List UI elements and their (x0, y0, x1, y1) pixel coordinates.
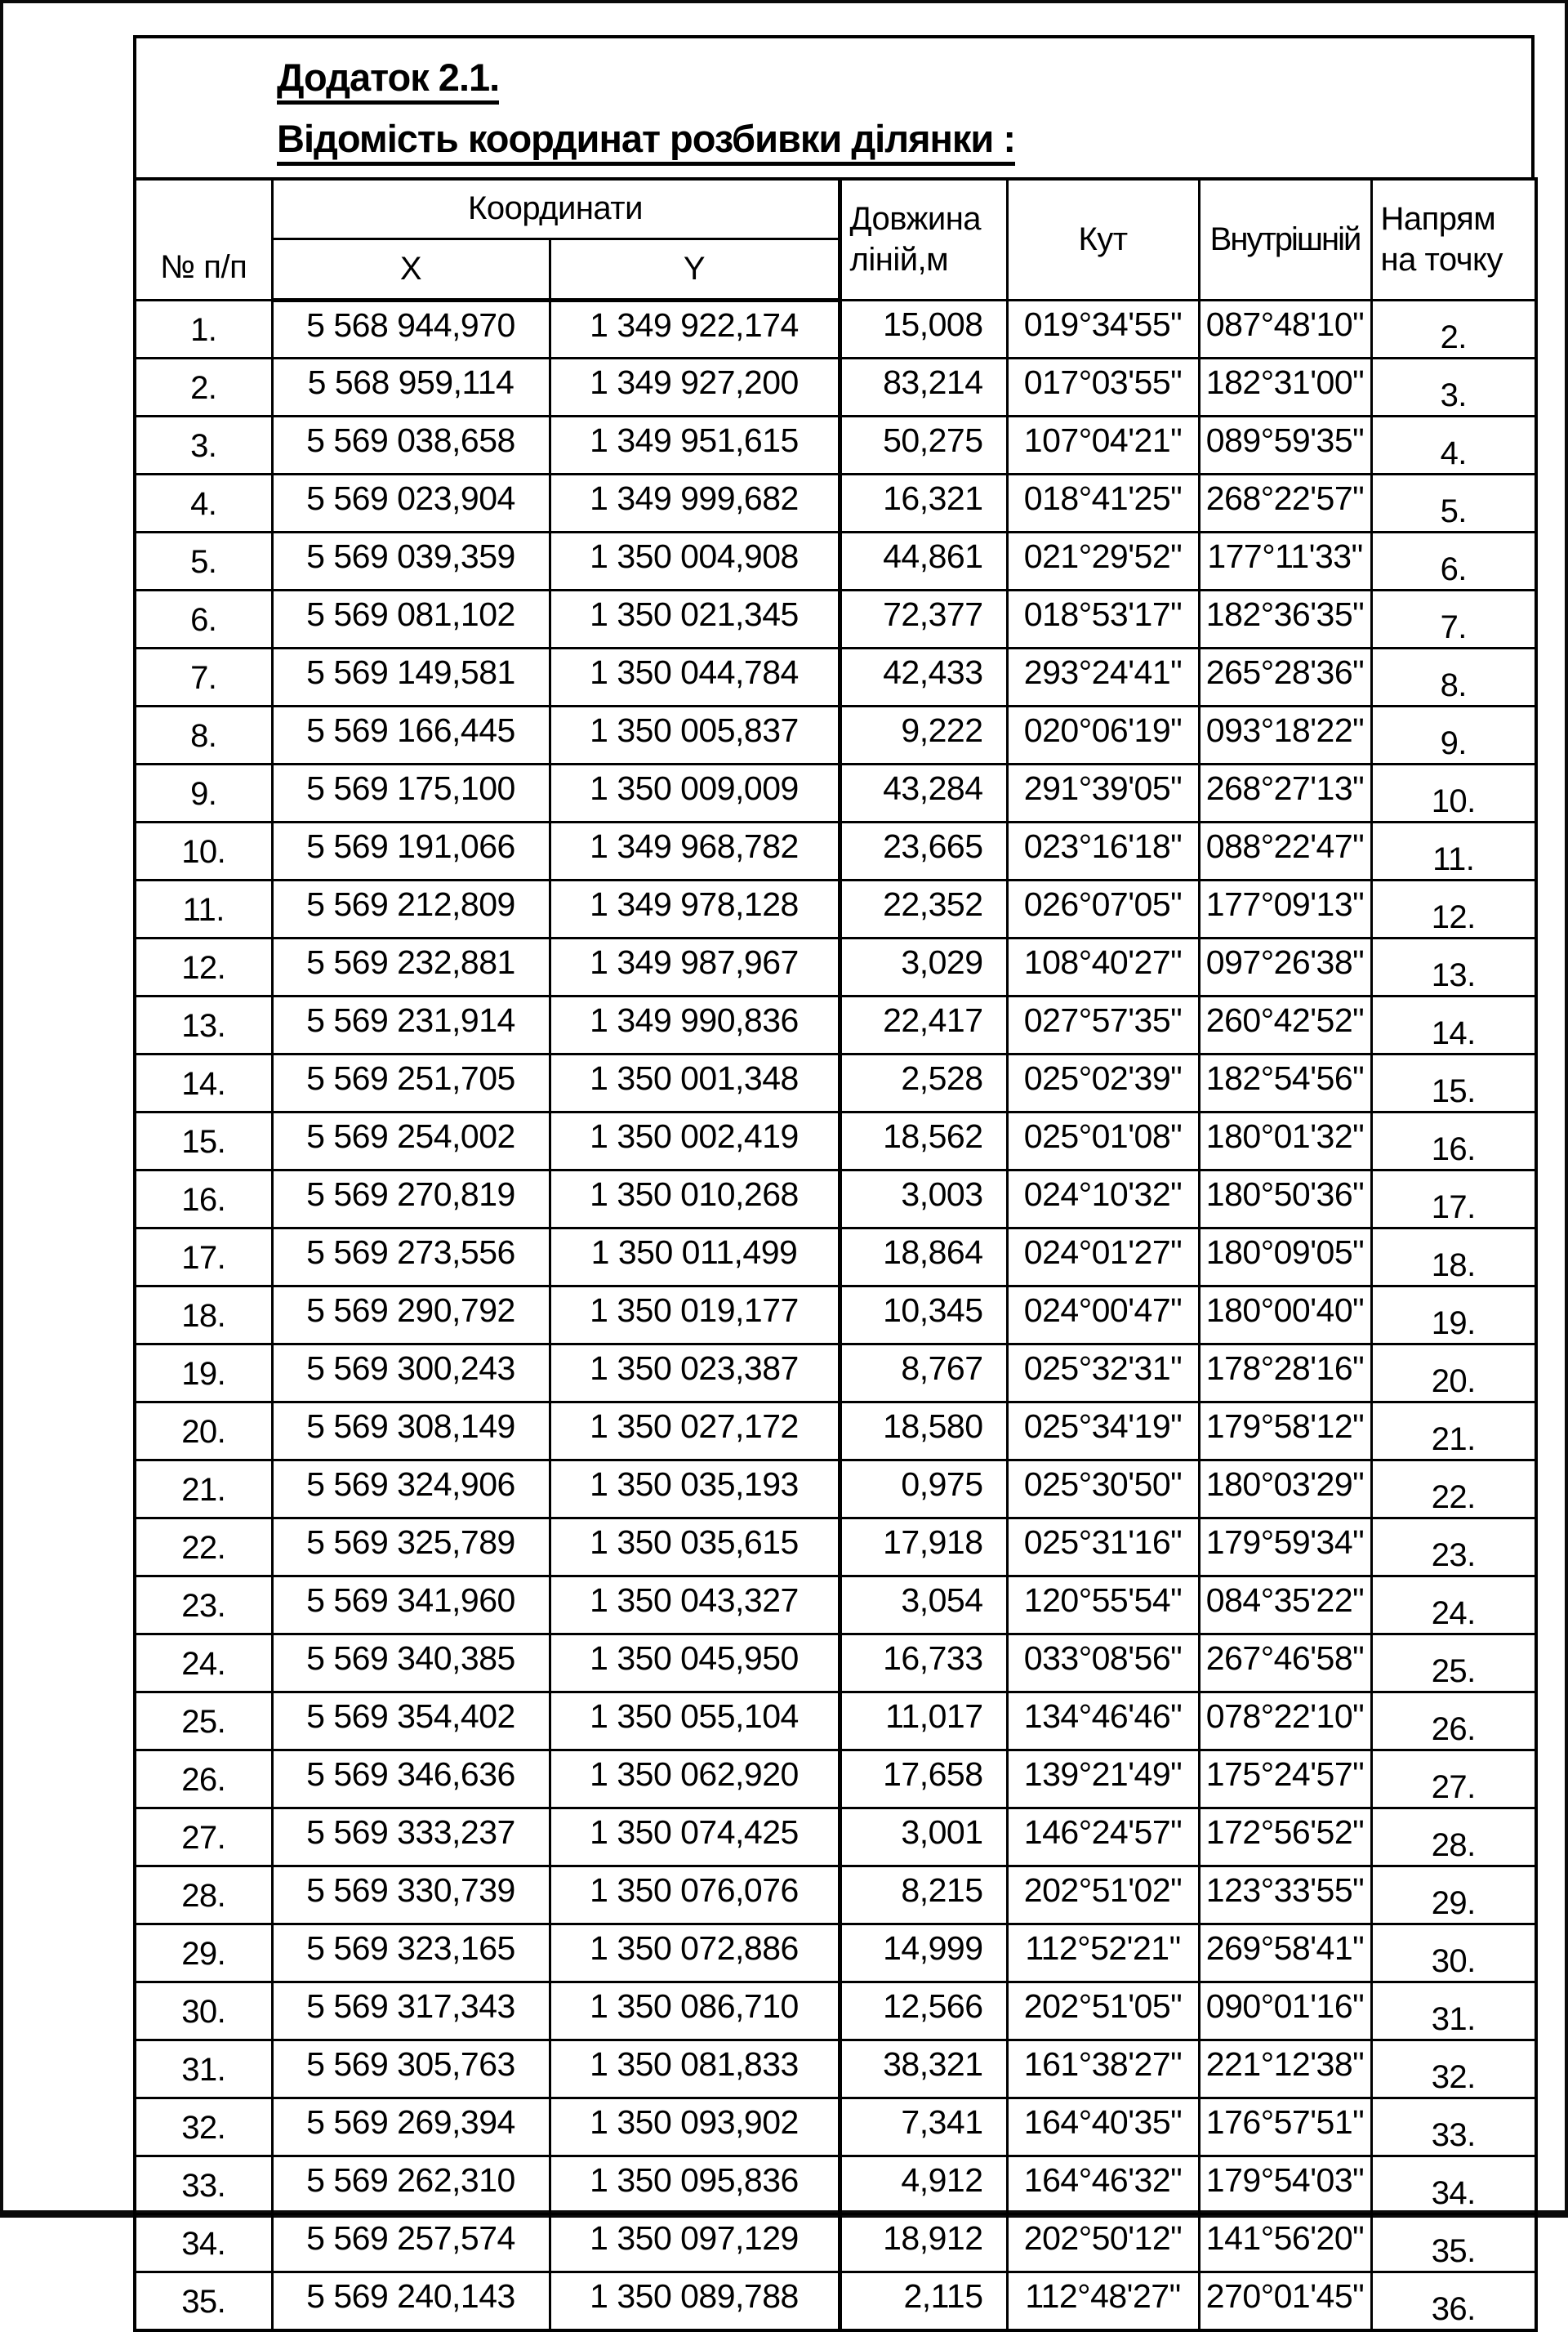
cell-len: 9,222 (840, 706, 1007, 764)
cell-internal: 182°54'56" (1199, 1054, 1371, 1112)
cell-internal: 180°50'36" (1199, 1170, 1371, 1228)
cell-n: 23. (135, 1576, 272, 1634)
cell-len: 18,912 (840, 2214, 1007, 2272)
cell-n: 16. (135, 1170, 272, 1228)
cell-y: 1 349 968,782 (550, 822, 840, 880)
cell-angle: 202°51'05" (1007, 1982, 1199, 2040)
cell-len: 12,566 (840, 1982, 1007, 2040)
cell-dir: 15. (1371, 1054, 1536, 1112)
cell-dir: 9. (1371, 706, 1536, 764)
cell-dir: 6. (1371, 532, 1536, 590)
appendix-title: Додаток 2.1. (277, 58, 1531, 105)
cell-dir: 13. (1371, 938, 1536, 996)
cell-len: 17,918 (840, 1518, 1007, 1576)
table-row (135, 764, 1536, 822)
cell-x: 5 569 340,385 (272, 1634, 550, 1692)
cell-x: 5 569 175,100 (272, 764, 550, 822)
cell-x: 5 569 305,763 (272, 2040, 550, 2098)
cell-len: 11,017 (840, 1692, 1007, 1750)
cell-n: 15. (135, 1112, 272, 1170)
table-row (135, 1402, 1536, 1460)
cell-angle: 023°16'18" (1007, 822, 1199, 880)
cell-len: 18,580 (840, 1402, 1007, 1460)
cell-x: 5 569 251,705 (272, 1054, 550, 1112)
cell-n: 11. (135, 880, 272, 938)
cell-angle: 134°46'46" (1007, 1692, 1199, 1750)
cell-dir: 35. (1371, 2214, 1536, 2272)
cell-angle: 202°51'02" (1007, 1866, 1199, 1924)
cell-y: 1 350 027,172 (550, 1402, 840, 1460)
cell-n: 31. (135, 2040, 272, 2098)
table-row (135, 2040, 1536, 2098)
table-row (135, 1286, 1536, 1344)
table-row (135, 2156, 1536, 2214)
table-row (135, 474, 1536, 532)
cell-angle: 107°04'21" (1007, 416, 1199, 474)
cell-angle: 017°03'55" (1007, 358, 1199, 416)
table-row (135, 1228, 1536, 1286)
table-row (135, 1518, 1536, 1576)
cell-angle: 202°50'12" (1007, 2214, 1199, 2272)
table-row (135, 358, 1536, 416)
cell-internal: 267°46'58" (1199, 1634, 1371, 1692)
cell-y: 1 350 076,076 (550, 1866, 840, 1924)
table-row (135, 300, 1536, 358)
cell-len: 16,733 (840, 1634, 1007, 1692)
cell-len: 18,562 (840, 1112, 1007, 1170)
cell-n: 32. (135, 2098, 272, 2156)
cell-y: 1 349 927,200 (550, 358, 840, 416)
cell-angle: 120°55'54" (1007, 1576, 1199, 1634)
table-row (135, 1344, 1536, 1402)
cell-x: 5 569 308,149 (272, 1402, 550, 1460)
cell-internal: 180°00'40" (1199, 1286, 1371, 1344)
cell-n: 10. (135, 822, 272, 880)
cell-internal: 268°22'57" (1199, 474, 1371, 532)
table-row (135, 996, 1536, 1054)
cell-len: 44,861 (840, 532, 1007, 590)
cell-internal: 179°54'03" (1199, 2156, 1371, 2214)
cell-angle: 033°08'56" (1007, 1634, 1199, 1692)
cell-n: 22. (135, 1518, 272, 1576)
table-row (135, 590, 1536, 648)
cell-x: 5 569 273,556 (272, 1228, 550, 1286)
cell-x: 5 569 232,881 (272, 938, 550, 996)
cell-internal: 269°58'41" (1199, 1924, 1371, 1982)
cell-len: 8,767 (840, 1344, 1007, 1402)
table-row (135, 1866, 1536, 1924)
cell-dir: 30. (1371, 1924, 1536, 1982)
cell-y: 1 349 951,615 (550, 416, 840, 474)
cell-dir: 22. (1371, 1460, 1536, 1518)
cell-n: 25. (135, 1692, 272, 1750)
cell-len: 38,321 (840, 2040, 1007, 2098)
cell-dir: 29. (1371, 1866, 1536, 1924)
cell-len: 18,864 (840, 1228, 1007, 1286)
cell-x: 5 569 038,658 (272, 416, 550, 474)
cell-x: 5 569 257,574 (272, 2214, 550, 2272)
cell-internal: 221°12'38" (1199, 2040, 1371, 2098)
table-row (135, 1750, 1536, 1808)
cell-internal: 123°33'55" (1199, 1866, 1371, 1924)
cell-y: 1 350 035,615 (550, 1518, 840, 1576)
cell-n: 6. (135, 590, 272, 648)
cell-y: 1 349 978,128 (550, 880, 840, 938)
cell-x: 5 569 191,066 (272, 822, 550, 880)
cell-x: 5 568 959,114 (272, 358, 550, 416)
cell-y: 1 350 045,950 (550, 1634, 840, 1692)
cell-internal: 089°59'35" (1199, 416, 1371, 474)
cell-y: 1 350 089,788 (550, 2272, 840, 2330)
cell-dir: 19. (1371, 1286, 1536, 1344)
cell-angle: 020°06'19" (1007, 706, 1199, 764)
cell-x: 5 569 240,143 (272, 2272, 550, 2330)
table-row (135, 1170, 1536, 1228)
cell-x: 5 569 023,904 (272, 474, 550, 532)
cell-x: 5 569 323,165 (272, 1924, 550, 1982)
cell-n: 2. (135, 358, 272, 416)
header-num: № п/п (135, 179, 272, 300)
cell-y: 1 350 023,387 (550, 1344, 840, 1402)
cell-angle: 024°01'27" (1007, 1228, 1199, 1286)
cell-angle: 024°00'47" (1007, 1286, 1199, 1344)
cell-dir: 21. (1371, 1402, 1536, 1460)
cell-dir: 2. (1371, 300, 1536, 358)
cell-y: 1 350 035,193 (550, 1460, 840, 1518)
cell-angle: 024°10'32" (1007, 1170, 1199, 1228)
cell-angle: 026°07'05" (1007, 880, 1199, 938)
cell-x: 5 569 166,445 (272, 706, 550, 764)
cell-dir: 20. (1371, 1344, 1536, 1402)
header-direction: Напрям на точку (1371, 179, 1536, 300)
cell-dir: 23. (1371, 1518, 1536, 1576)
cell-y: 1 349 990,836 (550, 996, 840, 1054)
cell-len: 3,029 (840, 938, 1007, 996)
cell-len: 15,008 (840, 300, 1007, 358)
cell-x: 5 569 330,739 (272, 1866, 550, 1924)
cell-angle: 025°32'31" (1007, 1344, 1199, 1402)
cell-y: 1 350 004,908 (550, 532, 840, 590)
title-block (133, 35, 1535, 177)
cell-internal: 182°31'00" (1199, 358, 1371, 416)
table-row (135, 2214, 1536, 2272)
cell-dir: 18. (1371, 1228, 1536, 1286)
cell-internal: 177°09'13" (1199, 880, 1371, 938)
cell-dir: 14. (1371, 996, 1536, 1054)
document-content (133, 35, 1535, 2332)
cell-angle: 112°48'27" (1007, 2272, 1199, 2330)
cell-y: 1 350 005,837 (550, 706, 840, 764)
cell-dir: 10. (1371, 764, 1536, 822)
cell-len: 2,528 (840, 1054, 1007, 1112)
table-row (135, 1112, 1536, 1170)
cell-y: 1 350 093,902 (550, 2098, 840, 2156)
cell-dir: 24. (1371, 1576, 1536, 1634)
cell-y: 1 350 021,345 (550, 590, 840, 648)
cell-y: 1 350 001,348 (550, 1054, 840, 1112)
cell-dir: 12. (1371, 880, 1536, 938)
table-row (135, 2098, 1536, 2156)
cell-len: 7,341 (840, 2098, 1007, 2156)
header-x: X (272, 239, 550, 300)
cell-y: 1 350 019,177 (550, 1286, 840, 1344)
cell-n: 30. (135, 1982, 272, 2040)
cell-internal: 172°56'52" (1199, 1808, 1371, 1866)
table-row (135, 822, 1536, 880)
cell-n: 17. (135, 1228, 272, 1286)
cell-x: 5 569 354,402 (272, 1692, 550, 1750)
cell-n: 5. (135, 532, 272, 590)
cell-internal: 176°57'51" (1199, 2098, 1371, 2156)
cell-x: 5 569 270,819 (272, 1170, 550, 1228)
cell-y: 1 350 081,833 (550, 2040, 840, 2098)
cell-x: 5 569 039,359 (272, 532, 550, 590)
cell-angle: 164°40'35" (1007, 2098, 1199, 2156)
cell-angle: 161°38'27" (1007, 2040, 1199, 2098)
cell-dir: 34. (1371, 2156, 1536, 2214)
cell-x: 5 569 325,789 (272, 1518, 550, 1576)
header-coordinates-group: Координати (272, 179, 840, 239)
cell-y: 1 350 055,104 (550, 1692, 840, 1750)
cell-internal: 087°48'10" (1199, 300, 1371, 358)
cell-angle: 139°21'49" (1007, 1750, 1199, 1808)
cell-x: 5 569 231,914 (272, 996, 550, 1054)
cell-n: 35. (135, 2272, 272, 2330)
cell-y: 1 350 009,009 (550, 764, 840, 822)
cell-len: 22,417 (840, 996, 1007, 1054)
cell-dir: 16. (1371, 1112, 1536, 1170)
cell-y: 1 350 097,129 (550, 2214, 840, 2272)
cell-angle: 021°29'52" (1007, 532, 1199, 590)
table-row (135, 880, 1536, 938)
table-row (135, 1460, 1536, 1518)
table-row (135, 1054, 1536, 1112)
cell-y: 1 349 999,682 (550, 474, 840, 532)
table-body (135, 300, 1536, 2330)
cell-n: 28. (135, 1866, 272, 1924)
cell-len: 3,003 (840, 1170, 1007, 1228)
cell-x: 5 569 254,002 (272, 1112, 550, 1170)
cell-internal: 090°01'16" (1199, 1982, 1371, 2040)
cell-internal: 097°26'38" (1199, 938, 1371, 996)
table-row (135, 1808, 1536, 1866)
cell-internal: 182°36'35" (1199, 590, 1371, 648)
cell-internal: 260°42'52" (1199, 996, 1371, 1054)
cell-dir: 27. (1371, 1750, 1536, 1808)
cell-angle: 025°01'08" (1007, 1112, 1199, 1170)
cell-y: 1 350 043,327 (550, 1576, 840, 1634)
cell-y: 1 350 095,836 (550, 2156, 840, 2214)
cell-angle: 291°39'05" (1007, 764, 1199, 822)
cell-x: 5 569 346,636 (272, 1750, 550, 1808)
cell-y: 1 350 086,710 (550, 1982, 840, 2040)
cell-internal: 180°09'05" (1199, 1228, 1371, 1286)
cell-len: 72,377 (840, 590, 1007, 648)
table-row (135, 648, 1536, 706)
cell-internal: 177°11'33" (1199, 532, 1371, 590)
cell-n: 19. (135, 1344, 272, 1402)
cell-dir: 36. (1371, 2272, 1536, 2330)
cell-len: 43,284 (840, 764, 1007, 822)
cell-internal: 141°56'20" (1199, 2214, 1371, 2272)
cell-angle: 025°02'39" (1007, 1054, 1199, 1112)
cell-x: 5 569 300,243 (272, 1344, 550, 1402)
cell-n: 26. (135, 1750, 272, 1808)
cell-len: 2,115 (840, 2272, 1007, 2330)
cell-n: 9. (135, 764, 272, 822)
cell-dir: 4. (1371, 416, 1536, 474)
cell-n: 21. (135, 1460, 272, 1518)
cell-internal: 175°24'57" (1199, 1750, 1371, 1808)
cell-angle: 018°53'17" (1007, 590, 1199, 648)
cell-len: 4,912 (840, 2156, 1007, 2214)
cell-dir: 11. (1371, 822, 1536, 880)
cell-y: 1 350 072,886 (550, 1924, 840, 1982)
cell-angle: 164°46'32" (1007, 2156, 1199, 2214)
header-angle: Кут (1007, 179, 1199, 300)
table-row (135, 1692, 1536, 1750)
cell-dir: 26. (1371, 1692, 1536, 1750)
cell-len: 50,275 (840, 416, 1007, 474)
cell-angle: 018°41'25" (1007, 474, 1199, 532)
cell-dir: 5. (1371, 474, 1536, 532)
cell-angle: 027°57'35" (1007, 996, 1199, 1054)
cell-y: 1 350 011,499 (550, 1228, 840, 1286)
coordinates-table (133, 177, 1538, 2332)
cell-x: 5 569 317,343 (272, 1982, 550, 2040)
table-caption: Відомість координат розбивки ділянки : (277, 119, 1531, 166)
cell-len: 10,345 (840, 1286, 1007, 1344)
cell-len: 22,352 (840, 880, 1007, 938)
cell-x: 5 569 149,581 (272, 648, 550, 706)
cell-y: 1 350 010,268 (550, 1170, 840, 1228)
cell-len: 23,665 (840, 822, 1007, 880)
cell-y: 1 350 074,425 (550, 1808, 840, 1866)
cell-y: 1 349 987,967 (550, 938, 840, 996)
cell-len: 0,975 (840, 1460, 1007, 1518)
cell-n: 13. (135, 996, 272, 1054)
table-row (135, 416, 1536, 474)
cell-dir: 31. (1371, 1982, 1536, 2040)
cell-dir: 17. (1371, 1170, 1536, 1228)
cell-angle: 025°31'16" (1007, 1518, 1199, 1576)
cell-n: 14. (135, 1054, 272, 1112)
cell-len: 83,214 (840, 358, 1007, 416)
cell-n: 34. (135, 2214, 272, 2272)
table-row (135, 706, 1536, 764)
cell-internal: 179°58'12" (1199, 1402, 1371, 1460)
cell-angle: 112°52'21" (1007, 1924, 1199, 1982)
cell-x: 5 569 212,809 (272, 880, 550, 938)
cell-len: 3,001 (840, 1808, 1007, 1866)
cell-internal: 180°01'32" (1199, 1112, 1371, 1170)
cell-dir: 33. (1371, 2098, 1536, 2156)
cell-n: 18. (135, 1286, 272, 1344)
cell-n: 4. (135, 474, 272, 532)
cell-y: 1 350 044,784 (550, 648, 840, 706)
cell-n: 8. (135, 706, 272, 764)
cell-n: 12. (135, 938, 272, 996)
cell-len: 3,054 (840, 1576, 1007, 1634)
table-header (135, 179, 1536, 300)
cell-internal: 265°28'36" (1199, 648, 1371, 706)
header-line-length: Довжина ліній,м (840, 179, 1007, 300)
table-row (135, 1982, 1536, 2040)
cell-x: 5 569 290,792 (272, 1286, 550, 1344)
cell-n: 24. (135, 1634, 272, 1692)
cell-angle: 108°40'27" (1007, 938, 1199, 996)
cell-x: 5 569 324,906 (272, 1460, 550, 1518)
cell-angle: 146°24'57" (1007, 1808, 1199, 1866)
cell-n: 1. (135, 300, 272, 358)
cell-x: 5 568 944,970 (272, 300, 550, 358)
cell-dir: 32. (1371, 2040, 1536, 2098)
table-row (135, 2272, 1536, 2330)
cell-internal: 088°22'47" (1199, 822, 1371, 880)
cell-internal: 180°03'29" (1199, 1460, 1371, 1518)
cell-angle: 293°24'41" (1007, 648, 1199, 706)
cell-angle: 025°34'19" (1007, 1402, 1199, 1460)
table-row (135, 532, 1536, 590)
table-row (135, 1576, 1536, 1634)
cell-internal: 179°59'34" (1199, 1518, 1371, 1576)
cell-n: 27. (135, 1808, 272, 1866)
cell-internal: 093°18'22" (1199, 706, 1371, 764)
cell-len: 42,433 (840, 648, 1007, 706)
cell-angle: 019°34'55" (1007, 300, 1199, 358)
cell-n: 3. (135, 416, 272, 474)
cell-angle: 025°30'50" (1007, 1460, 1199, 1518)
table-row (135, 1924, 1536, 1982)
cell-internal: 268°27'13" (1199, 764, 1371, 822)
cell-n: 33. (135, 2156, 272, 2214)
cell-y: 1 349 922,174 (550, 300, 840, 358)
cell-x: 5 569 341,960 (272, 1576, 550, 1634)
cell-x: 5 569 262,310 (272, 2156, 550, 2214)
cell-internal: 078°22'10" (1199, 1692, 1371, 1750)
cell-len: 8,215 (840, 1866, 1007, 1924)
cell-n: 7. (135, 648, 272, 706)
cell-x: 5 569 269,394 (272, 2098, 550, 2156)
cell-dir: 28. (1371, 1808, 1536, 1866)
cell-len: 16,321 (840, 474, 1007, 532)
header-y: Y (550, 239, 840, 300)
cell-len: 17,658 (840, 1750, 1007, 1808)
cell-x: 5 569 333,237 (272, 1808, 550, 1866)
cell-x: 5 569 081,102 (272, 590, 550, 648)
cell-y: 1 350 002,419 (550, 1112, 840, 1170)
cell-internal: 178°28'16" (1199, 1344, 1371, 1402)
header-internal-angle: Внутрішній (1199, 179, 1371, 300)
cell-len: 14,999 (840, 1924, 1007, 1982)
cell-dir: 8. (1371, 648, 1536, 706)
cell-dir: 3. (1371, 358, 1536, 416)
cell-n: 29. (135, 1924, 272, 1982)
cell-dir: 25. (1371, 1634, 1536, 1692)
cell-y: 1 350 062,920 (550, 1750, 840, 1808)
cell-internal: 270°01'45" (1199, 2272, 1371, 2330)
cell-dir: 7. (1371, 590, 1536, 648)
cell-internal: 084°35'22" (1199, 1576, 1371, 1634)
table-row (135, 1634, 1536, 1692)
cell-n: 20. (135, 1402, 272, 1460)
table-row (135, 938, 1536, 996)
